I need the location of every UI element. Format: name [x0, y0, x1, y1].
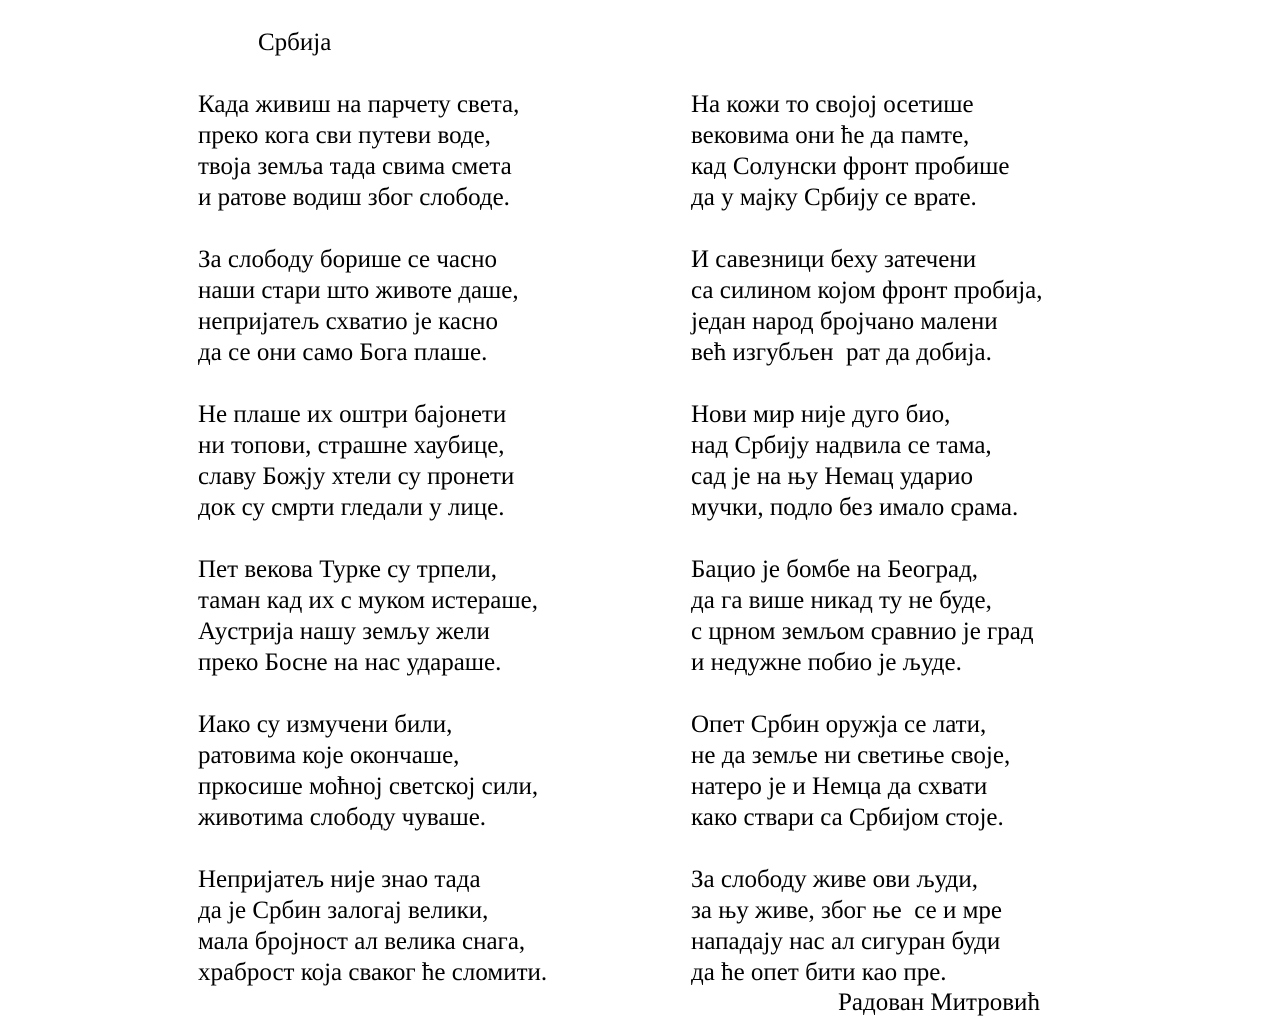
poem-line: мучки, подло без имало срама. — [691, 494, 1019, 521]
poem-line: како ствари са Србијом стоје. — [691, 804, 1004, 831]
poem-line: славу Божју хтели су пронети — [198, 463, 515, 490]
poem-line: и недужне побио је људе. — [691, 649, 962, 676]
poem-stanza — [198, 554, 658, 678]
poem-line: један народ бројчано малени — [691, 308, 998, 335]
poem-line: пркосише моћној светској сили, — [198, 773, 539, 800]
poem-stanza — [198, 864, 658, 988]
poem-stanza — [198, 399, 658, 523]
poem-line: таман кад их с муком истераше, — [198, 587, 538, 614]
poem-line: кад Солунски фронт пробише — [691, 153, 1010, 180]
poem-stanza — [691, 864, 1151, 988]
poem-line: да је Србин залогај велики, — [198, 897, 489, 924]
poem-line: наши стари што животе даше, — [198, 277, 519, 304]
poem-column-right — [691, 89, 1151, 1019]
poem-line: не да земље ни светиње своје, — [691, 742, 1011, 769]
poem-line: са силином којом фронт пробија, — [691, 277, 1043, 304]
poem-line: мала бројност ал велика снага, — [198, 928, 526, 955]
poem-line: да га више никад ту не буде, — [691, 587, 992, 614]
poem-line: ратовима које окончаше, — [198, 742, 460, 769]
poem-line: Када живиш на парчету света, — [198, 91, 520, 118]
poem-line: Непријатељ није знао тада — [198, 866, 481, 893]
poem-line: док су смрти гледали у лице. — [198, 494, 505, 521]
poem-line: с црном земљом сравнио је град — [691, 618, 1034, 645]
poem-line: да ће опет бити као пре. — [691, 959, 947, 986]
poem-line: Опет Србин оружја се лати, — [691, 711, 987, 738]
poem-line: и ратове водиш због слободе. — [198, 184, 510, 211]
poem-line: над Србију надвила се тама, — [691, 432, 992, 459]
poem-line: За слободу борише се часно — [198, 246, 497, 273]
poem-column-left — [198, 89, 658, 1019]
poem-author: Радован Митровић — [838, 989, 1040, 1016]
poem-stanza — [691, 554, 1151, 678]
poem-stanza — [691, 709, 1151, 833]
poem-line: да се они само Бога плаше. — [198, 339, 488, 366]
poem-line: вековима они ће да памте, — [691, 122, 970, 149]
poem-line: животима слободу чуваше. — [198, 804, 487, 831]
poem-line: На кожи то својој осетише — [691, 91, 974, 118]
poem-line: преко Босне на нас удараше. — [198, 649, 502, 676]
poem-line: Не плаше их оштри бајонети — [198, 401, 507, 428]
poem-line: Нови мир није дуго био, — [691, 401, 951, 428]
poem-line: Иако су измучени били, — [198, 711, 453, 738]
poem-line: храброст која сваког ће сломити. — [198, 959, 548, 986]
poem-stanza — [691, 89, 1151, 213]
poem-line: да у мајку Србију се врате. — [691, 184, 977, 211]
poem-line: ни топови, страшне хаубице, — [198, 432, 505, 459]
poem-line: твоја земља тада свима смета — [198, 153, 512, 180]
poem-line: За слободу живе ови људи, — [691, 866, 978, 893]
poem-line: сад је на њу Немац ударио — [691, 463, 973, 490]
poem-line: Пет векова Турке су трпели, — [198, 556, 497, 583]
poem-stanza — [691, 399, 1151, 523]
poem-line: непријатељ схватио је касно — [198, 308, 498, 335]
poem-line: Аустрија нашу земљу жели — [198, 618, 490, 645]
poem-line: И савезници беху затечени — [691, 246, 977, 273]
poem-title: Србија — [258, 29, 332, 56]
poem-line: за њу живе, због ње се и мре — [691, 897, 1003, 924]
poem-line: Бацио је бомбе на Београд, — [691, 556, 979, 583]
poem-line: натеро је и Немца да схвати — [691, 773, 988, 800]
poem-stanza — [198, 244, 658, 368]
poem-line: нападају нас ал сигуран буди — [691, 928, 1001, 955]
poem-line: већ изгубљен рат да добија. — [691, 339, 992, 366]
poem-stanza — [691, 244, 1151, 368]
poem-stanza — [198, 89, 658, 213]
poem-line: преко кога сви путеви воде, — [198, 122, 491, 149]
poem-stanza — [198, 709, 658, 833]
